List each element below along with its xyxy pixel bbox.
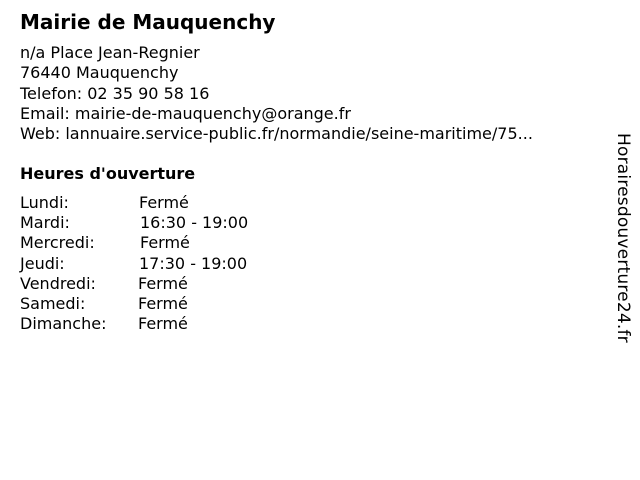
site-watermark: Horairesdouverture24.fr [613,133,633,343]
day-label: Lundi: [20,193,69,212]
email-address[interactable]: Email: mairie-de-mauquenchy@orange.fr [20,103,351,123]
hours-value: 17:30 - 19:00 [139,253,248,273]
hours-value: 16:30 - 19:00 [140,213,249,233]
day-label: Jeudi: [20,253,65,273]
hours-value: Fermé [139,193,189,212]
day-label: Mercredi: [20,233,95,253]
hours-value: Fermé [138,273,188,293]
day-label: Mardi: [20,213,70,233]
day-label: Vendredi: [20,273,96,293]
postal-city: 76440 Mauquenchy [20,63,179,83]
hours-value: Fermé [140,233,190,253]
phone-number[interactable]: Telefon: 02 35 90 58 16 [20,83,210,103]
page-title: Mairie de Mauquenchy [20,10,276,34]
hours-value: Fermé [138,314,188,334]
day-label: Samedi: [20,293,86,313]
street-address: n/a Place Jean-Regnier [20,43,200,62]
website-link[interactable]: Web: lannuaire.service-public.fr/normandie/seine-maritime/75... [20,124,533,144]
hours-value: Fermé [138,293,188,313]
contact-block [20,43,600,144]
day-label: Dimanche: [20,314,107,334]
opening-hours-heading: Heures d'ouverture [20,164,196,183]
